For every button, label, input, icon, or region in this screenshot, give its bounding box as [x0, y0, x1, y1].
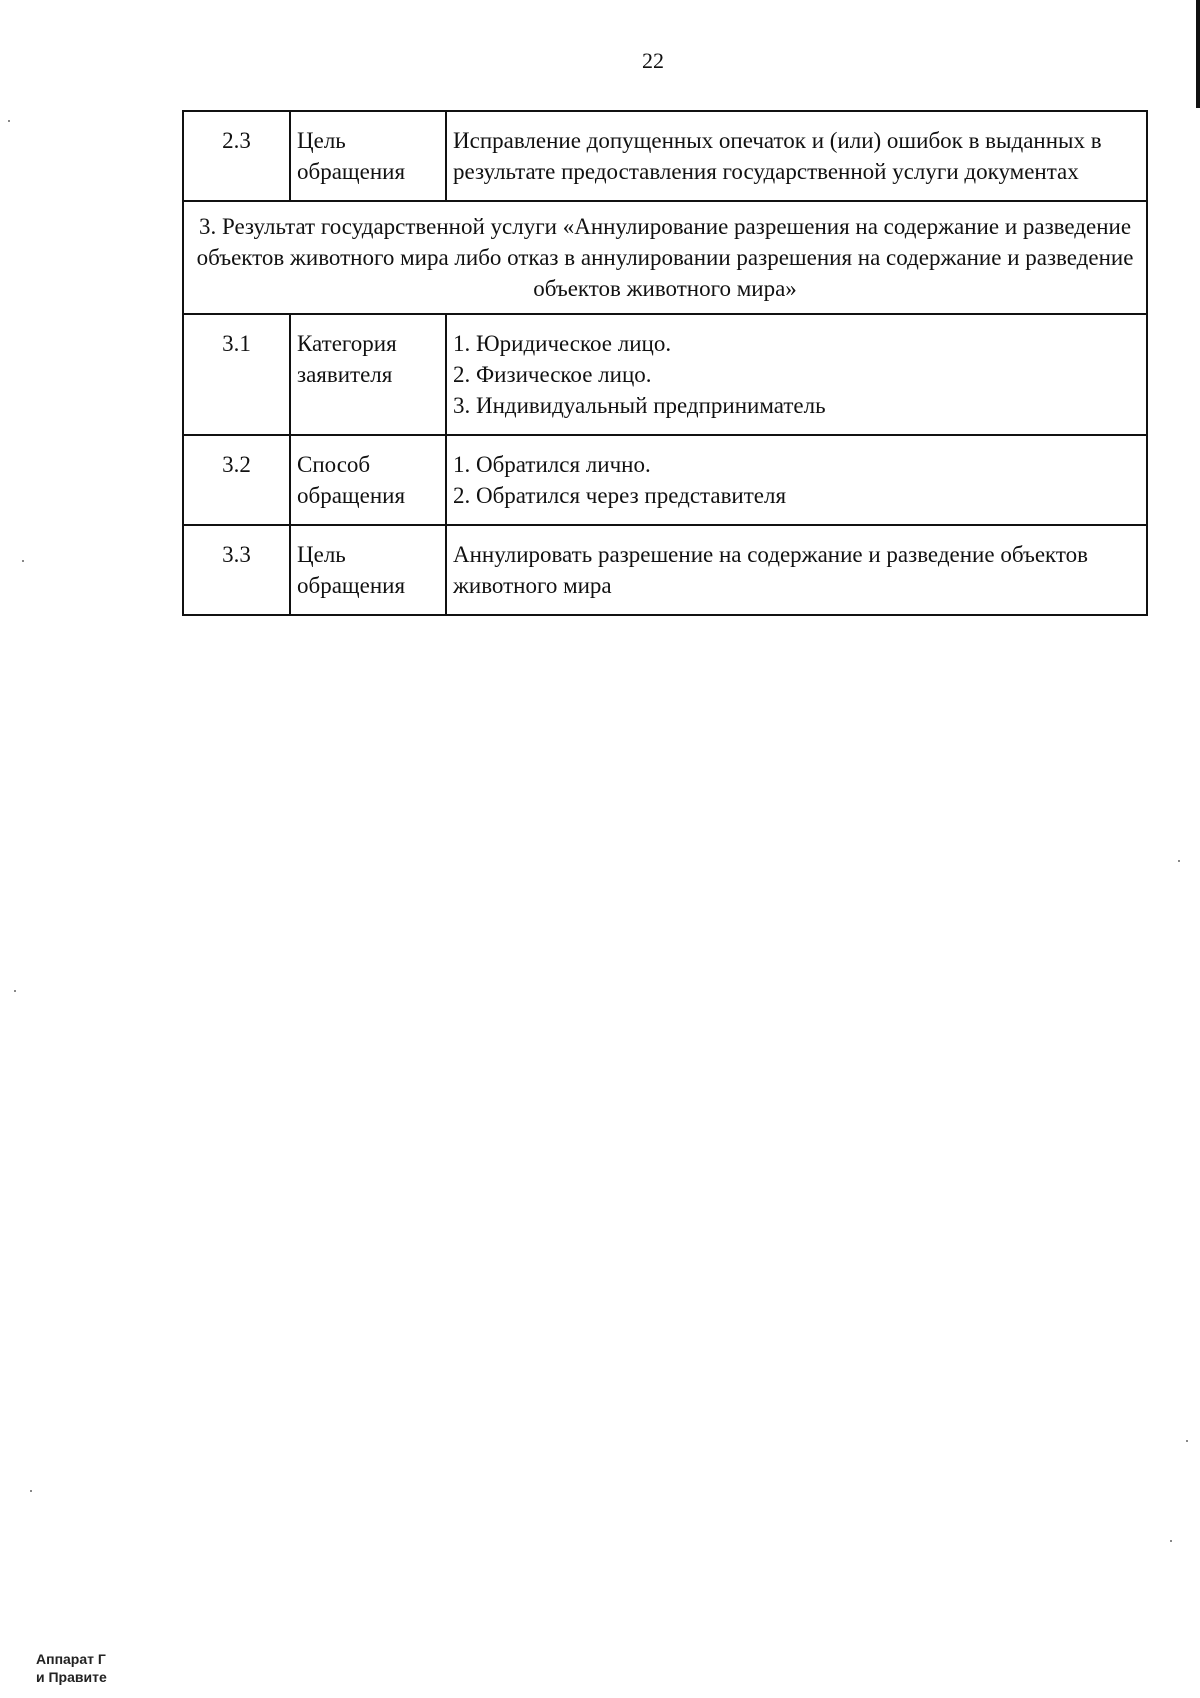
page-number: 22: [642, 48, 664, 73]
parameter-name: [290, 314, 446, 435]
table-row: [183, 525, 1147, 615]
list-item: 2. Физическое лицо.: [453, 362, 652, 387]
list-item: 3. Индивидуальный предприниматель: [453, 393, 826, 418]
stamp-fragment: [36, 1650, 107, 1686]
scan-edge-mark: [1196, 0, 1200, 108]
parameter-name-line: заявителя: [297, 362, 393, 387]
parameter-name-line: обращения: [297, 483, 406, 508]
row-number: 2.3: [183, 111, 290, 201]
section-header-row: [183, 201, 1147, 314]
parameter-name-line: Способ: [297, 452, 371, 477]
parameter-name-line: Категория: [297, 331, 397, 356]
scan-speck: [1170, 1540, 1172, 1542]
parameter-name: [290, 111, 446, 201]
service-parameters-table: [182, 110, 1148, 616]
row-number: 3.3: [183, 525, 290, 615]
stamp-line: Аппарат Г: [36, 1651, 106, 1667]
parameter-value: Исправление допущенных опечаток и (или) ошибок в выданных в результате предоставления государственной услуги документах: [446, 111, 1147, 201]
parameter-value: [446, 314, 1147, 435]
scan-speck: [8, 120, 10, 122]
parameter-name-line: Цель: [297, 542, 346, 567]
list-item: 2. Обратился через представителя: [453, 483, 787, 508]
section-3-header: 3. Результат государственной услуги «Аннулирование разрешения на содержание и разведение объектов животного мира либо отказ в аннулировании разрешения на содержание и разведение объектов животного мира»: [183, 201, 1147, 314]
parameter-name: [290, 435, 446, 525]
scan-speck: [1186, 1440, 1188, 1442]
list-item: 1. Обратился лично.: [453, 452, 651, 477]
stamp-line: и Правите: [36, 1669, 107, 1685]
parameter-name-line: Цель: [297, 128, 346, 153]
scan-speck: [30, 1490, 32, 1492]
parameter-name-line: обращения: [297, 573, 406, 598]
parameter-name: [290, 525, 446, 615]
scan-speck: [14, 990, 16, 992]
parameter-value: [446, 435, 1147, 525]
row-number: 3.1: [183, 314, 290, 435]
parameter-value: Аннулировать разрешение на содержание и разведение объектов животного мира: [446, 525, 1147, 615]
list-item: 1. Юридическое лицо.: [453, 331, 672, 356]
table-row: [183, 435, 1147, 525]
table-row: [183, 111, 1147, 201]
scan-speck: [22, 560, 24, 562]
row-number: 3.2: [183, 435, 290, 525]
scan-speck: [1178, 860, 1180, 862]
parameter-name-line: обращения: [297, 159, 406, 184]
table-row: [183, 314, 1147, 435]
